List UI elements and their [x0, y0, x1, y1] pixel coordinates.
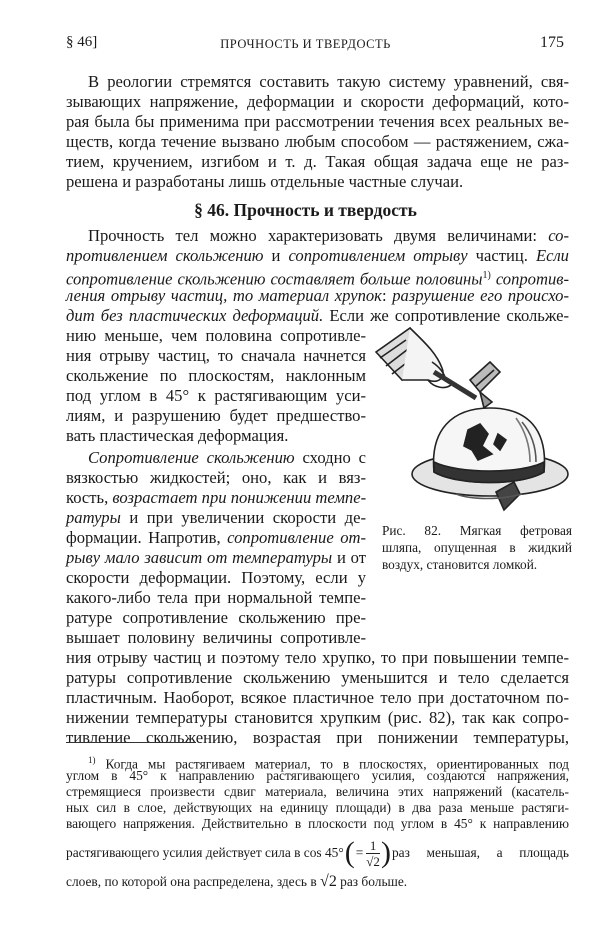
italic-span: сопротивление скольжению составляет больше половины	[66, 269, 483, 289]
text-span: и от	[332, 548, 366, 567]
italic-span: ления отрыву частиц, то материал хрупок	[66, 286, 382, 305]
text-line: какого-либо тела при нормальной темпе-	[66, 588, 366, 607]
text-line: тием, кручением, изгибом и т. д. Такая общая задача еще не раз-	[66, 152, 569, 171]
footnote-rule	[66, 742, 196, 743]
italic-span: разрушение его происхо-	[392, 286, 569, 305]
text-line: ратуры сопротивление скольжению уменьшится и тело сделается	[66, 668, 569, 687]
caption-line: Рис. 82. Мягкая фетровая	[382, 523, 572, 538]
italic-span: ратуры	[66, 508, 121, 527]
italic-span: сопротивление от-	[227, 528, 366, 547]
paren-close: )	[380, 836, 391, 869]
fraction-denominator: √2	[366, 853, 380, 869]
text-span: Когда мы растягиваем материал, то в плоскостях, ориентированных под	[95, 756, 569, 772]
italic-span: Если	[535, 246, 569, 265]
italic-span: со-	[536, 226, 569, 245]
text-line: скольжение по плоскостям, наклонным	[66, 366, 366, 385]
italic-span: сопротивлением отрыву	[288, 246, 468, 265]
text-span: раз больше.	[336, 874, 408, 889]
text-line	[66, 488, 366, 508]
text-span: частиц.	[467, 246, 536, 265]
text-line: нию меньше, чем половина сопротивле-	[66, 326, 366, 345]
text-line: скорости деформации. Поэтому, если у	[66, 568, 366, 587]
text-line: В реологии стремятся составить такую систему уравнений, свя-	[88, 72, 569, 91]
footnote-line: ных сил в слое, действующих на единицу площади) в два раза меньше растяги-	[66, 800, 569, 815]
text-span: и при увеличении скорости де-	[120, 508, 366, 527]
felt-hat-figure	[372, 322, 572, 518]
text-line: вязкостью жидкостей; оно, как и вяз-	[66, 468, 366, 487]
running-title: ПРОЧНОСТЬ И ТВЕРДОСТЬ	[220, 37, 391, 51]
text-line	[66, 508, 366, 528]
footnote-line: вающего напряжения. Действительно в плоскости под углом в 45° к направлению	[66, 816, 569, 831]
section-title: § 46. Прочность и твердость	[194, 200, 417, 220]
italic-span: Сопротивление скольжению	[88, 448, 295, 467]
text-span: слоев, по которой она распределена, здесь в	[66, 874, 321, 889]
text-line: ния отрыву частиц, то сначала начнется	[66, 346, 366, 365]
text-line: зывающих напряжение, деформации и скорости деформаций, кото-	[66, 92, 569, 111]
footnote-ref: 1)	[482, 270, 491, 281]
hand-with-hammer-illustration	[376, 328, 500, 408]
section-ref: § 46]	[66, 34, 98, 50]
footnote-line: углом в 45° к направлению растягивающего усилия, создаются напряжения,	[66, 768, 569, 783]
text-line: ния отрыву частиц и поэтому тело хрупко, то при повышении темпе-	[66, 648, 569, 667]
text-line: вышает половину величины сопротивле-	[66, 628, 366, 647]
text-span: формации. Напротив,	[66, 528, 228, 547]
text-line: вать пластическая деформация.	[66, 426, 289, 445]
text-line: ществ, когда течение вызвано любым способом — растяжением, сжа-	[66, 132, 569, 151]
text-line: нижении температуры становится хрупким (рис. 82), так как сопро-	[66, 708, 569, 727]
italic-span: возрастает при понижении темпе-	[112, 488, 367, 507]
text-span: Если же сопротивление скольже-	[323, 306, 570, 325]
text-line	[88, 226, 569, 246]
page-number: 175	[540, 34, 564, 51]
footnote-formula-line	[66, 836, 569, 870]
text-line: решена и разработаны лишь отдельные частные случаи.	[66, 172, 464, 191]
footnote-line: стремящиеся произвести сдвиг материала, величина этих напряжений (касатель-	[66, 784, 569, 799]
text-line	[66, 548, 366, 568]
text-span: раз меньшая, а площадь	[391, 845, 569, 860]
equals-sign: =	[355, 845, 364, 860]
italic-span: рыву мало зависит от температуры	[66, 548, 333, 567]
text-line: ратуре сопротивление скольжению пре-	[66, 608, 366, 627]
text-line	[66, 286, 569, 306]
text-span: сходно с	[294, 448, 366, 467]
felt-hat-illustration	[412, 408, 568, 510]
footnote-marker: 1)	[88, 755, 96, 765]
italic-span: сопротив-	[490, 269, 569, 289]
text-span: :	[381, 286, 393, 305]
italic-span: противлением скольжению	[66, 246, 264, 265]
text-span: растягивающего усилия действует сила в cos 45°	[66, 845, 344, 860]
fraction	[366, 838, 380, 869]
footnote-line	[66, 874, 569, 890]
text-line	[66, 246, 569, 266]
text-line: под углом в 45° к растягивающим уси-	[66, 386, 366, 405]
text-line: пластичным. Наоборот, всякое пластичное тело при достаточном по-	[66, 688, 569, 707]
text-line	[66, 528, 366, 548]
italic-span: дит без пластических деформаций.	[66, 306, 324, 325]
text-span: кость,	[66, 488, 113, 507]
paren-open: (	[344, 836, 355, 869]
text-span: и	[263, 246, 289, 265]
text-line: рая была бы применима при рассмотрении течения всех реальных ве-	[66, 112, 569, 131]
caption-line: воздух, становится ломкой.	[382, 557, 538, 572]
text-line	[88, 448, 366, 468]
text-line: лиям, и разрушению будет предшество-	[66, 406, 366, 425]
sqrt-expression: √2	[320, 873, 337, 890]
text-line: тивление скольжению, возрастая при понижении температуры,	[66, 728, 569, 747]
caption-line: шляпа, опущенная в жидкий	[382, 540, 572, 555]
text-span: Прочность тел можно характеризовать двумя величинами:	[88, 226, 537, 245]
fraction-numerator: 1	[366, 838, 380, 854]
